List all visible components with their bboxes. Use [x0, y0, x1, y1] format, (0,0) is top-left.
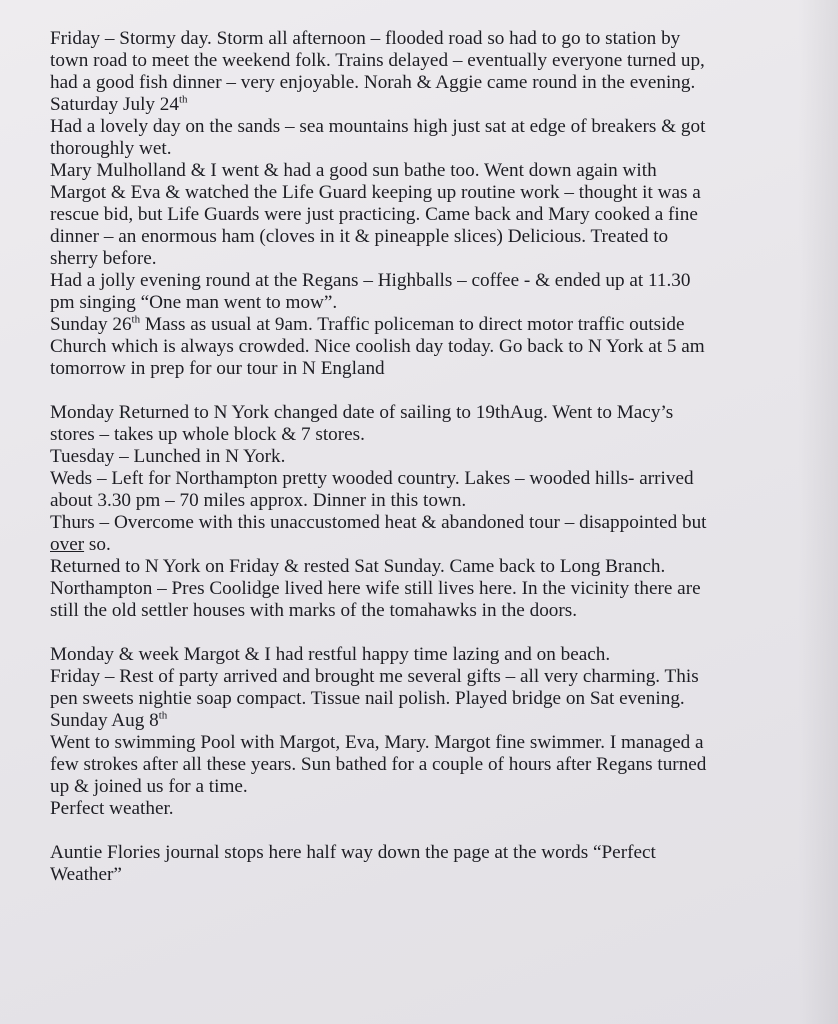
journal-line: Monday & week Margot & I had restful happy time lazing and on beach. — [50, 644, 611, 665]
journal-line: Northampton – Pres Coolidge lived here wife still lives here. In the vicinity there are — [50, 578, 701, 599]
line-text: Sunday 26 — [50, 314, 132, 335]
ordinal-suffix: th — [131, 313, 141, 326]
journal-line: Had a lovely day on the sands – sea mountains high just sat at edge of breakers & got — [50, 116, 706, 137]
journal-line: Friday – Rest of party arrived and brought me several gifts – all very charming. This — [50, 666, 699, 687]
journal-line: sherry before. — [50, 248, 157, 269]
blank-line — [50, 380, 810, 402]
journal-line: thoroughly wet. — [50, 138, 172, 159]
underlined-word: over — [50, 534, 85, 555]
journal-line: Friday – Stormy day. Storm all afternoon – flooded road so had to go to station by — [50, 28, 681, 49]
journal-line: stores – takes up whole block & 7 stores. — [50, 424, 365, 445]
journal-line: still the old settler houses with marks of the tomahawks in the doors. — [50, 600, 578, 621]
journal-line: Monday Returned to N York changed date of sailing to 19thAug. Went to Macy’s — [50, 402, 674, 423]
blank-line — [50, 820, 810, 842]
blank-line — [50, 622, 810, 644]
journal-line: Church which is always crowded. Nice coolish day today. Go back to N York at 5 am — [50, 336, 705, 357]
journal-line — [50, 94, 810, 116]
journal-line: Weather” — [50, 864, 122, 885]
journal-line: Margot & Eva & watched the Life Guard keeping up routine work – thought it was a — [50, 182, 701, 203]
line-text: Mass as usual at 9am. Traffic policeman to direct motor traffic outside — [140, 314, 685, 335]
journal-line: dinner – an enormous ham (cloves in it & pineapple slices) Delicious. Treated to — [50, 226, 669, 247]
journal-line: up & joined us for a time. — [50, 776, 248, 797]
journal-line: Tuesday – Lunched in N York. — [50, 446, 286, 467]
journal-line: town road to meet the weekend folk. Trains delayed – eventually everyone turned up, — [50, 50, 705, 71]
line-text: Sunday Aug 8 — [50, 710, 159, 731]
journal-line: Had a jolly evening round at the Regans – Highballs – coffee - & ended up at 11.30 — [50, 270, 691, 291]
journal-line: had a good fish dinner – very enjoyable. Norah & Aggie came round in the evening. — [50, 72, 696, 93]
journal-line: Weds – Left for Northampton pretty wooded country. Lakes – wooded hills- arrived — [50, 468, 694, 489]
journal-line: Returned to N York on Friday & rested Sat Sunday. Came back to Long Branch. — [50, 556, 666, 577]
journal-line: Auntie Flories journal stops here half way down the page at the words “Perfect — [50, 842, 656, 863]
journal-line: pm singing “One man went to mow”. — [50, 292, 338, 313]
journal-line: Thurs – Overcome with this unaccustomed heat & abandoned tour – disappointed but — [50, 512, 707, 533]
journal-line: few strokes after all these years. Sun bathed for a couple of hours after Regans turned — [50, 754, 707, 775]
journal-line — [50, 534, 810, 556]
journal-line — [50, 710, 810, 732]
journal-line: Went to swimming Pool with Margot, Eva, Mary. Margot fine swimmer. I managed a — [50, 732, 704, 753]
journal-line: pen sweets nightie soap compact. Tissue nail polish. Played bridge on Sat evening. — [50, 688, 685, 709]
journal-line: Perfect weather. — [50, 798, 174, 819]
line-text: so. — [84, 534, 111, 555]
journal-line: tomorrow in prep for our tour in N England — [50, 358, 385, 379]
line-text: Saturday July 24 — [50, 94, 179, 115]
journal-line: rescue bid, but Life Guards were just practicing. Came back and Mary cooked a fine — [50, 204, 698, 225]
ordinal-suffix: th — [178, 93, 188, 106]
journal-line: Mary Mulholland & I went & had a good sun bathe too. Went down again with — [50, 160, 657, 181]
journal-line — [50, 314, 810, 336]
ordinal-suffix: th — [158, 709, 168, 722]
journal-line: about 3.30 pm – 70 miles approx. Dinner in this town. — [50, 490, 467, 511]
journal-text — [50, 28, 810, 886]
